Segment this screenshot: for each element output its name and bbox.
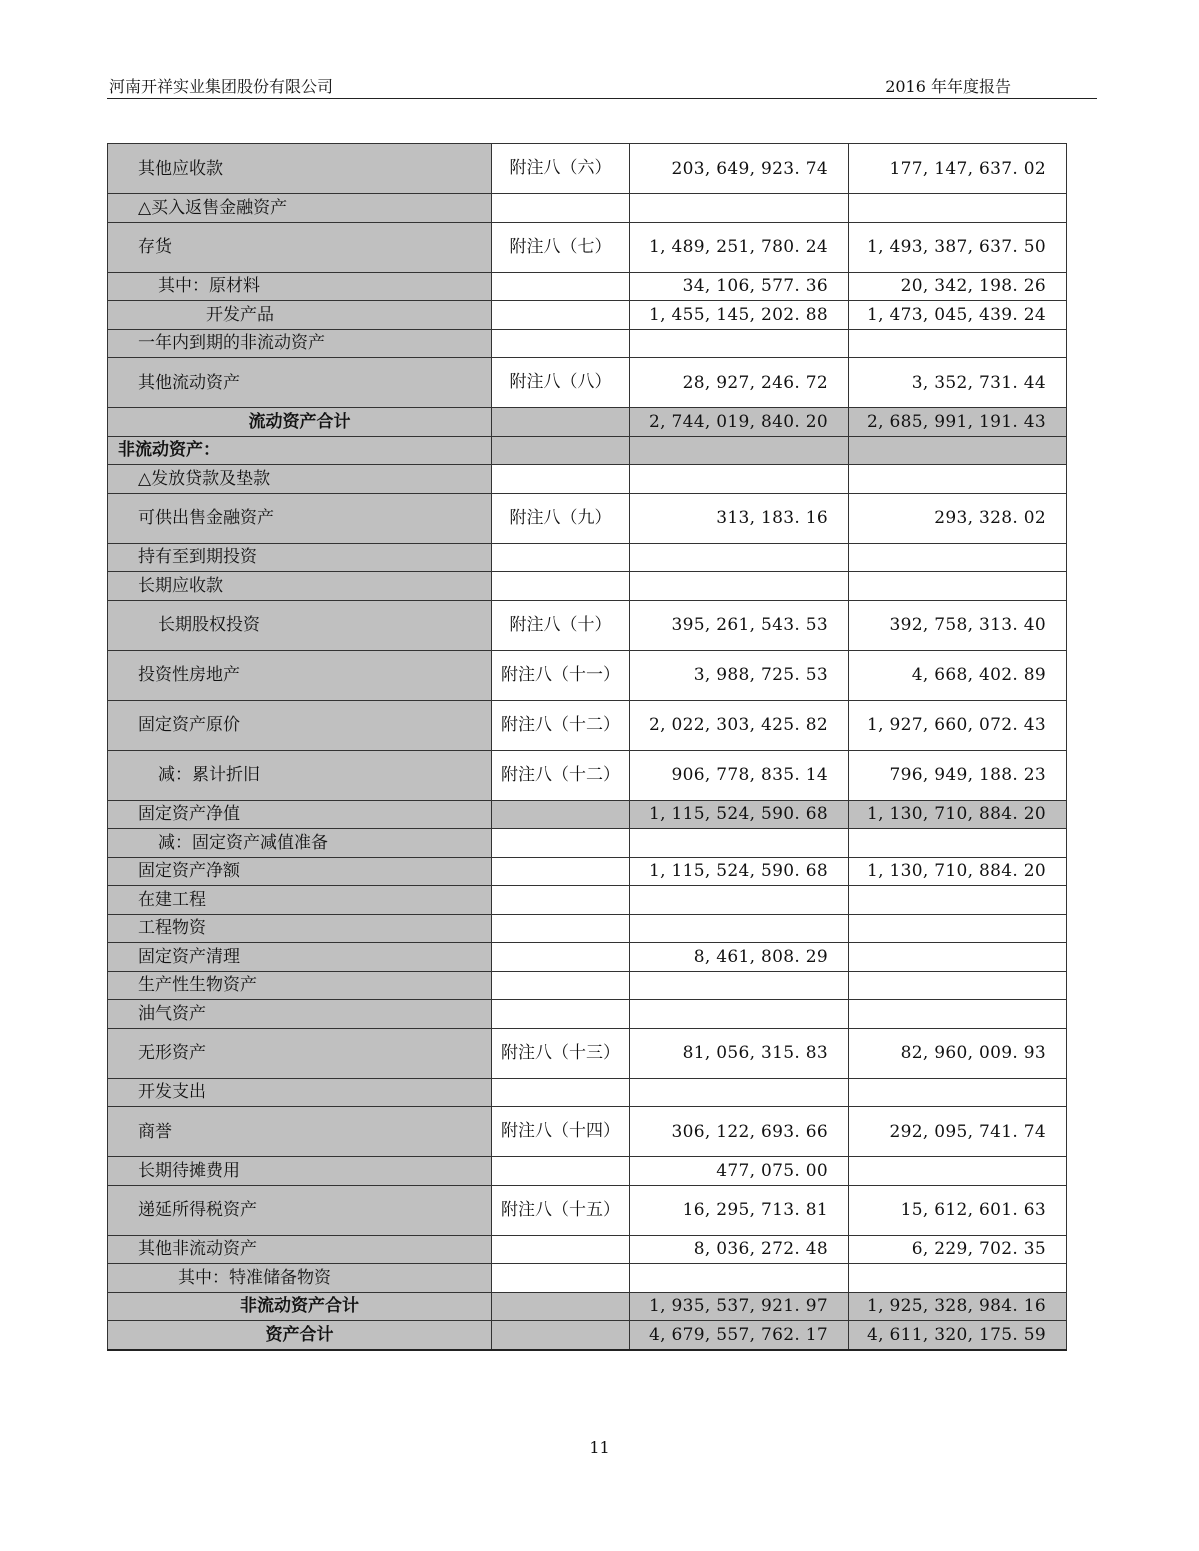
current-value-cell: 1, 115, 524, 590. 68 xyxy=(630,857,849,886)
section-header-row xyxy=(108,436,1067,465)
prior-value-cell xyxy=(849,1157,1067,1186)
note-cell: 附注八（十二） xyxy=(492,750,630,800)
table-row xyxy=(108,886,1067,915)
prior-value-cell: 82, 960, 009. 93 xyxy=(849,1028,1067,1078)
item-cell: 其他流动资产 xyxy=(108,358,492,408)
note-cell xyxy=(492,829,630,858)
prior-value-cell: 1, 473, 045, 439. 24 xyxy=(849,301,1067,330)
table-row xyxy=(108,465,1067,494)
table-row xyxy=(108,194,1067,223)
current-value-cell xyxy=(630,543,849,572)
item-cell: 生产性生物资产 xyxy=(108,971,492,1000)
table-row xyxy=(108,572,1067,601)
note-cell xyxy=(492,800,630,829)
item-cell: 其他应收款 xyxy=(108,144,492,194)
note-cell xyxy=(492,543,630,572)
prior-value-cell: 796, 949, 188. 23 xyxy=(849,750,1067,800)
note-cell xyxy=(492,886,630,915)
note-cell xyxy=(492,971,630,1000)
note-cell xyxy=(492,1321,630,1350)
item-cell: △发放贷款及垫款 xyxy=(108,465,492,494)
current-value-cell: 313, 183. 16 xyxy=(630,493,849,543)
current-value-cell xyxy=(630,329,849,358)
item-cell: 持有至到期投资 xyxy=(108,543,492,572)
item-cell: 商誉 xyxy=(108,1107,492,1157)
current-value-cell: 1, 455, 145, 202. 88 xyxy=(630,301,849,330)
prior-value-cell xyxy=(849,943,1067,972)
item-cell: 其他非流动资产 xyxy=(108,1235,492,1264)
item-cell: 减：累计折旧 xyxy=(108,750,492,800)
note-cell: 附注八（十二） xyxy=(492,700,630,750)
item-cell: 减：固定资产减值准备 xyxy=(108,829,492,858)
prior-value-cell: 2, 685, 991, 191. 43 xyxy=(849,408,1067,437)
table-row xyxy=(108,493,1067,543)
prior-value-cell xyxy=(849,1078,1067,1107)
note-cell xyxy=(492,943,630,972)
current-value-cell xyxy=(630,436,849,465)
current-value-cell: 395, 261, 543. 53 xyxy=(630,600,849,650)
prior-value-cell: 1, 493, 387, 637. 50 xyxy=(849,222,1067,272)
note-cell: 附注八（十四） xyxy=(492,1107,630,1157)
prior-value-cell: 292, 095, 741. 74 xyxy=(849,1107,1067,1157)
item-cell: 资产合计 xyxy=(108,1321,492,1350)
subtotal-row xyxy=(108,1292,1067,1321)
prior-value-cell: 293, 328. 02 xyxy=(849,493,1067,543)
current-value-cell: 8, 036, 272. 48 xyxy=(630,1235,849,1264)
note-cell xyxy=(492,1078,630,1107)
note-cell xyxy=(492,301,630,330)
prior-value-cell xyxy=(849,572,1067,601)
item-cell: 长期应收款 xyxy=(108,572,492,601)
item-cell: 非流动资产合计 xyxy=(108,1292,492,1321)
current-value-cell: 1, 935, 537, 921. 97 xyxy=(630,1292,849,1321)
current-value-cell: 28, 927, 246. 72 xyxy=(630,358,849,408)
prior-value-cell xyxy=(849,971,1067,1000)
table-row xyxy=(108,1235,1067,1264)
table-row xyxy=(108,222,1067,272)
item-cell: 开发产品 xyxy=(108,301,492,330)
prior-value-cell xyxy=(849,1000,1067,1029)
subtotal-row xyxy=(108,408,1067,437)
item-cell: 无形资产 xyxy=(108,1028,492,1078)
table-row xyxy=(108,358,1067,408)
current-value-cell xyxy=(630,1078,849,1107)
table-row xyxy=(108,272,1067,301)
prior-value-cell: 20, 342, 198. 26 xyxy=(849,272,1067,301)
item-cell: 开发支出 xyxy=(108,1078,492,1107)
balance-sheet-table xyxy=(107,143,1067,1351)
current-value-cell xyxy=(630,829,849,858)
table-row xyxy=(108,857,1067,886)
current-value-cell xyxy=(630,1264,849,1293)
table-row xyxy=(108,650,1067,700)
prior-value-cell: 1, 925, 328, 984. 16 xyxy=(849,1292,1067,1321)
note-cell: 附注八（十五） xyxy=(492,1185,630,1235)
current-value-cell: 8, 461, 808. 29 xyxy=(630,943,849,972)
prior-value-cell xyxy=(849,543,1067,572)
current-value-cell xyxy=(630,572,849,601)
current-value-cell: 477, 075. 00 xyxy=(630,1157,849,1186)
current-value-cell: 306, 122, 693. 66 xyxy=(630,1107,849,1157)
item-cell: 一年内到期的非流动资产 xyxy=(108,329,492,358)
prior-value-cell: 1, 130, 710, 884. 20 xyxy=(849,857,1067,886)
item-cell: 其中：原材料 xyxy=(108,272,492,301)
note-cell: 附注八（十三） xyxy=(492,1028,630,1078)
prior-value-cell xyxy=(849,329,1067,358)
page-number: 11 xyxy=(589,1438,610,1457)
table-row xyxy=(108,914,1067,943)
current-value-cell xyxy=(630,886,849,915)
table-row xyxy=(108,329,1067,358)
prior-value-cell: 3, 352, 731. 44 xyxy=(849,358,1067,408)
item-cell: 固定资产净值 xyxy=(108,800,492,829)
note-cell xyxy=(492,572,630,601)
current-value-cell: 81, 056, 315. 83 xyxy=(630,1028,849,1078)
note-cell xyxy=(492,272,630,301)
item-cell: 流动资产合计 xyxy=(108,408,492,437)
note-cell: 附注八（十） xyxy=(492,600,630,650)
prior-value-cell xyxy=(849,194,1067,223)
prior-value-cell xyxy=(849,1264,1067,1293)
item-cell: 长期股权投资 xyxy=(108,600,492,650)
table-row xyxy=(108,1157,1067,1186)
item-cell: 投资性房地产 xyxy=(108,650,492,700)
page-header xyxy=(107,72,1097,99)
prior-value-cell xyxy=(849,436,1067,465)
current-value-cell: 1, 115, 524, 590. 68 xyxy=(630,800,849,829)
table-row xyxy=(108,1264,1067,1293)
current-value-cell: 34, 106, 577. 36 xyxy=(630,272,849,301)
note-cell xyxy=(492,194,630,223)
note-cell xyxy=(492,1157,630,1186)
note-cell xyxy=(492,1000,630,1029)
item-cell: 可供出售金融资产 xyxy=(108,493,492,543)
note-cell xyxy=(492,1264,630,1293)
note-cell xyxy=(492,436,630,465)
prior-value-cell: 392, 758, 313. 40 xyxy=(849,600,1067,650)
table-row xyxy=(108,1078,1067,1107)
current-value-cell: 2, 022, 303, 425. 82 xyxy=(630,700,849,750)
current-value-cell xyxy=(630,971,849,1000)
current-value-cell: 203, 649, 923. 74 xyxy=(630,144,849,194)
prior-value-cell: 15, 612, 601. 63 xyxy=(849,1185,1067,1235)
current-value-cell xyxy=(630,194,849,223)
note-cell xyxy=(492,914,630,943)
current-value-cell: 3, 988, 725. 53 xyxy=(630,650,849,700)
note-cell xyxy=(492,465,630,494)
item-cell: 存货 xyxy=(108,222,492,272)
prior-value-cell xyxy=(849,914,1067,943)
prior-value-cell: 6, 229, 702. 35 xyxy=(849,1235,1067,1264)
note-cell xyxy=(492,329,630,358)
current-value-cell: 4, 679, 557, 762. 17 xyxy=(630,1321,849,1350)
table-row xyxy=(108,600,1067,650)
prior-value-cell xyxy=(849,886,1067,915)
current-value-cell xyxy=(630,465,849,494)
note-cell: 附注八（七） xyxy=(492,222,630,272)
prior-value-cell: 177, 147, 637. 02 xyxy=(849,144,1067,194)
table-row xyxy=(108,1028,1067,1078)
table-row xyxy=(108,144,1067,194)
note-cell: 附注八（九） xyxy=(492,493,630,543)
item-cell: 长期待摊费用 xyxy=(108,1157,492,1186)
item-cell: 固定资产原价 xyxy=(108,700,492,750)
table-row xyxy=(108,700,1067,750)
prior-value-cell xyxy=(849,829,1067,858)
item-cell: 固定资产净额 xyxy=(108,857,492,886)
note-cell: 附注八（十一） xyxy=(492,650,630,700)
table-row xyxy=(108,1107,1067,1157)
table-row xyxy=(108,1000,1067,1029)
current-value-cell xyxy=(630,1000,849,1029)
note-cell xyxy=(492,857,630,886)
section-title: 非流动资产： xyxy=(108,436,492,465)
prior-value-cell: 1, 927, 660, 072. 43 xyxy=(849,700,1067,750)
total-row xyxy=(108,1321,1067,1350)
current-value-cell: 16, 295, 713. 81 xyxy=(630,1185,849,1235)
prior-value-cell xyxy=(849,465,1067,494)
current-value-cell: 906, 778, 835. 14 xyxy=(630,750,849,800)
prior-value-cell: 4, 668, 402. 89 xyxy=(849,650,1067,700)
report-title: 2016 年年度报告 xyxy=(885,77,1011,96)
prior-value-cell: 4, 611, 320, 175. 59 xyxy=(849,1321,1067,1350)
table-row xyxy=(108,1185,1067,1235)
item-cell: 在建工程 xyxy=(108,886,492,915)
item-cell: 固定资产清理 xyxy=(108,943,492,972)
note-cell xyxy=(492,1235,630,1264)
table-row xyxy=(108,943,1067,972)
note-cell: 附注八（八） xyxy=(492,358,630,408)
current-value-cell: 1, 489, 251, 780. 24 xyxy=(630,222,849,272)
item-cell: 工程物资 xyxy=(108,914,492,943)
table-row xyxy=(108,971,1067,1000)
current-value-cell: 2, 744, 019, 840. 20 xyxy=(630,408,849,437)
company-name: 河南开祥实业集团股份有限公司 xyxy=(109,77,334,96)
table-row xyxy=(108,301,1067,330)
table-row xyxy=(108,800,1067,829)
item-cell: 递延所得税资产 xyxy=(108,1185,492,1235)
prior-value-cell: 1, 130, 710, 884. 20 xyxy=(849,800,1067,829)
note-cell: 附注八（六） xyxy=(492,144,630,194)
current-value-cell xyxy=(630,914,849,943)
item-cell: 油气资产 xyxy=(108,1000,492,1029)
table-row xyxy=(108,543,1067,572)
note-cell xyxy=(492,408,630,437)
item-cell: 其中：特准储备物资 xyxy=(108,1264,492,1293)
item-cell: △买入返售金融资产 xyxy=(108,194,492,223)
table-row xyxy=(108,750,1067,800)
note-cell xyxy=(492,1292,630,1321)
table-row xyxy=(108,829,1067,858)
